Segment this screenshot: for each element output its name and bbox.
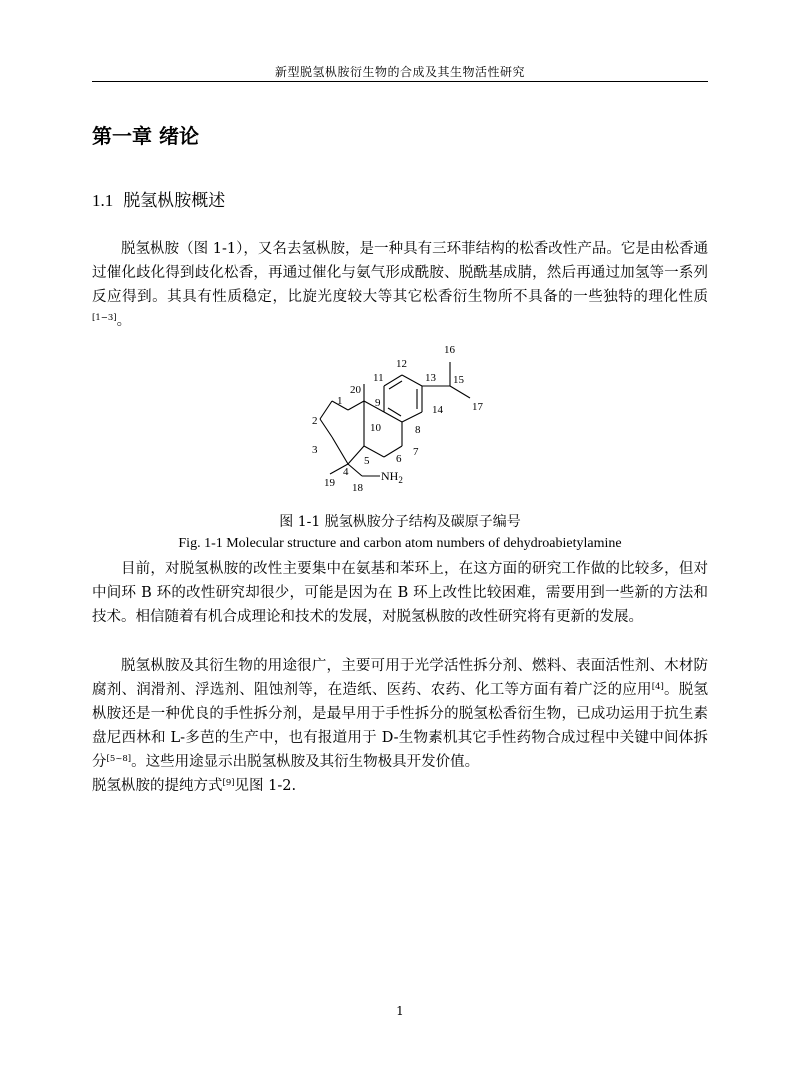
citation-1-3: [1−3] xyxy=(92,313,117,323)
atom-label-8: 8 xyxy=(415,424,421,436)
bond-4-5 xyxy=(348,446,364,464)
atom-label-7: 7 xyxy=(413,446,419,458)
atom-label-11: 11 xyxy=(373,372,384,384)
paragraph-applications-text-b: 。脱氢枞胺还是一种优良的手性拆分剂，是最早用于手性拆分的脱氢松香衍生物，已成功运用于抗生素盘尼西林和 L-多芭的生产中，也有报道用于 D-生物素机其它手性药物合成过程中关键中间体拆分 xyxy=(92,682,709,770)
atom-label-9: 9 xyxy=(375,397,381,409)
citation-9: [9] xyxy=(222,778,235,788)
bond-10-9 xyxy=(364,401,384,412)
running-header: 新型脱氢枞胺衍生物的合成及其生物活性研究 xyxy=(274,65,525,79)
atom-label-14: 14 xyxy=(432,404,443,416)
bond-1-10 xyxy=(348,401,364,410)
bond-11-12 xyxy=(384,375,402,386)
amine-label: $NH_2$ xyxy=(381,469,403,485)
bond-9-8 xyxy=(384,412,402,422)
section-number: 1.1 xyxy=(92,191,114,210)
dehydroabietylamine-structure xyxy=(290,340,510,500)
paragraph-purification xyxy=(92,774,708,798)
structure-bonds xyxy=(320,362,470,476)
molecular-structure-figure xyxy=(290,340,510,500)
atom-label-4: 4 xyxy=(343,466,349,478)
paragraph-applications-text-a: 脱氢枞胺及其衍生物的用途很广，主要可用于光学活性拆分剂、燃料、表面活性剂、木材防腐剂、润滑剂、浮选剂、阻蚀剂等，在造纸、医药、农药、化工等方面有着广泛的应用 xyxy=(92,658,708,698)
bond-3-4 xyxy=(332,437,348,464)
atom-label-15: 15 xyxy=(453,374,464,386)
paragraph-purification-text-b: 见图 1-2. xyxy=(234,778,297,794)
atom-label-5: 5 xyxy=(364,455,370,467)
paragraph-modification: 目前，对脱氢枞胺的改性主要集中在氨基和苯环上，在这方面的研究工作做的比较多，但对中间环 B 环的改性研究却很少，可能是因为在 B 环上改性比较困难，需要用到一些新的方法和技术。相信随着有机合成理论和技术的发展，对脱氢枞胺的改性研究将有更新的发展。 xyxy=(92,561,708,625)
atom-label-13: 13 xyxy=(425,372,436,384)
atom-numbers xyxy=(312,344,484,494)
citation-4: [4] xyxy=(651,682,664,692)
atom-label-17: 17 xyxy=(472,401,483,413)
bond-15-17 xyxy=(450,386,470,398)
bond-3-4a xyxy=(320,419,332,437)
paragraph-intro-text: 脱氢枞胺（图 1-1），又名去氢枞胺，是一种具有三环菲结构的松香改性产品。它是由松香通过催化歧化得到歧化松香，再通过催化与氨气形成酰胺、脱酰基成腈，然后再通过加氢等一系列反应得到。其具有性质稳定，比旋光度较大等其它松香衍生物所不具备的一些独特的理化性质 xyxy=(92,241,708,305)
header-rule xyxy=(92,81,708,82)
bond-14-8 xyxy=(402,412,422,422)
atom-label-1: 1 xyxy=(337,395,343,407)
atom-label-18: 18 xyxy=(352,482,363,494)
bond-2-3 xyxy=(320,401,332,419)
bond-4-18 xyxy=(348,464,362,476)
atom-label-12: 12 xyxy=(396,358,407,370)
atom-label-16: 16 xyxy=(444,344,455,356)
paragraph-purification-text-a: 脱氢枞胺的提纯方式 xyxy=(92,778,223,794)
paragraph-applications-text-c: 。这些用途显示出脱氢枞胺及其衍生物极具开发价值。 xyxy=(131,754,480,770)
atom-label-19: 19 xyxy=(324,477,335,489)
section-heading: 脱氢枞胺概述 xyxy=(123,191,226,211)
figure-caption-cn: 图 1-1 脱氢枞胺分子结构及碳原子编号 xyxy=(279,514,521,530)
atom-label-6: 6 xyxy=(396,453,402,465)
paragraph-intro-tail: 。 xyxy=(116,313,132,329)
chapter-title: 第一章 绪论 xyxy=(92,124,199,148)
figure-caption-en: Fig. 1-1 Molecular structure and carbon atom numbers of dehydroabietylamine xyxy=(178,536,622,551)
atom-label-20: 20 xyxy=(350,384,361,396)
atom-label-3: 3 xyxy=(312,444,318,456)
paragraph-applications xyxy=(92,654,708,774)
section-title xyxy=(92,186,225,211)
bond-12-13 xyxy=(402,375,422,386)
citation-5-8: [5~8] xyxy=(106,754,132,764)
paragraph-intro xyxy=(92,237,708,333)
page-number: 1 xyxy=(396,1004,404,1018)
atom-label-10: 10 xyxy=(370,422,381,434)
atom-label-2: 2 xyxy=(312,415,318,427)
